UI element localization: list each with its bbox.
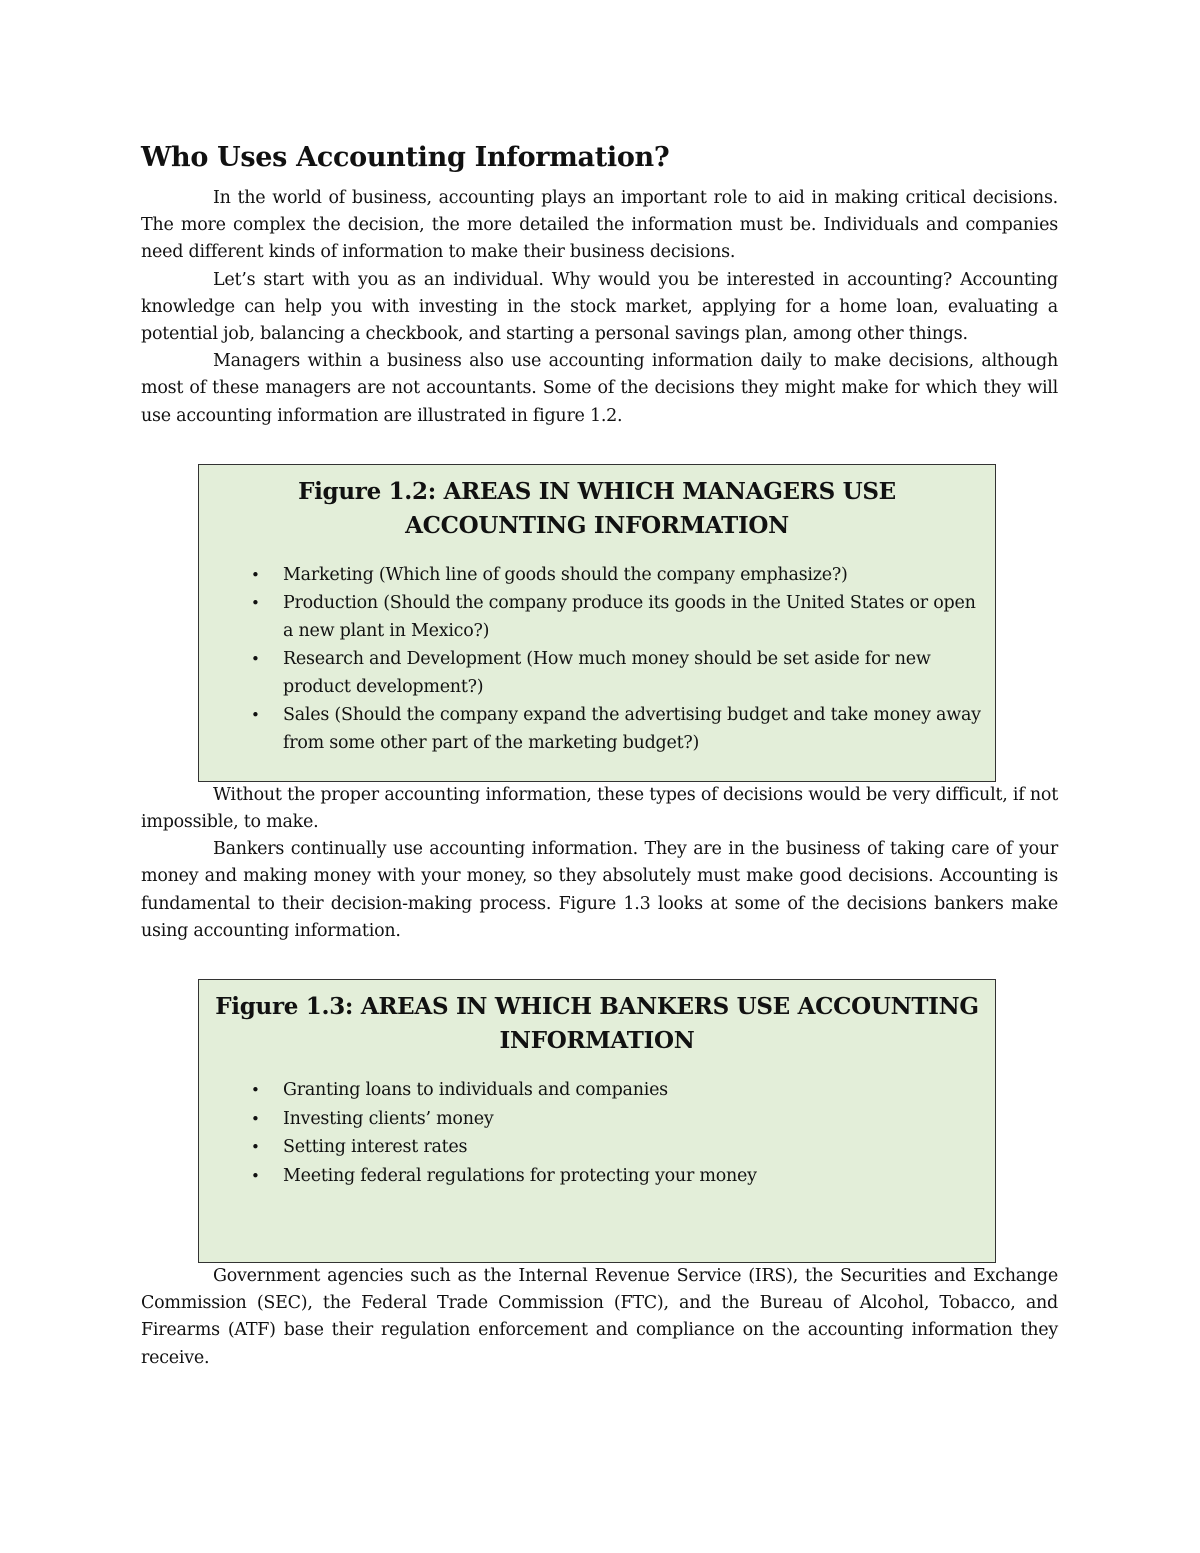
bullet-icon: • <box>251 1109 260 1128</box>
list-item-text: Sales (Should the company expand the advertising budget and take money away from some other part of the marketing budget?) <box>283 705 981 753</box>
bullet-icon: • <box>251 1081 260 1100</box>
intro-paragraph: In the world of business, accounting plays an important role to aid in making critical decisions. The more complex the decision, the more detailed the information must be. Individuals and companies need different kinds of information to make their business decisions. <box>141 188 1058 263</box>
without-info-paragraph: Without the proper accounting information, these types of decisions would be very difficult, if not impossible, to make. <box>141 784 1058 833</box>
figure-1-2-list <box>213 562 981 758</box>
list-item-text: Production (Should the company produce its goods in the United States or open a new plant in Mexico?) <box>283 593 976 641</box>
list-item-text: Investing clients’ money <box>283 1108 494 1129</box>
figure-1-3-title: Figure 1.3: AREAS IN WHICH BANKERS USE ACCOUNTING INFORMATION <box>215 993 979 1055</box>
list-item-text: Meeting federal regulations for protecting your money <box>283 1165 757 1186</box>
list-item <box>251 562 981 590</box>
bullet-icon: • <box>251 1166 260 1185</box>
government-paragraph: Government agencies such as the Internal Revenue Service (IRS), the Securities and Exchange Commission (SEC), the Federal Trade Commission (FTC), and the Bureau of Alcohol, Tobacco, and Firearms (ATF) base their regulation enforcement and compliance on the accounting information they receive. <box>141 1266 1058 1368</box>
list-item <box>251 1134 981 1162</box>
list-item-text: Marketing (Which line of goods should the company emphasize?) <box>283 564 848 585</box>
bullet-icon: • <box>251 706 260 725</box>
list-item <box>251 646 981 701</box>
bullet-icon: • <box>251 565 260 584</box>
list-item <box>251 590 981 645</box>
figure-1-3-box <box>198 979 996 1263</box>
figure-1-2-title: Figure 1.2: AREAS IN WHICH MANAGERS USE ACCOUNTING INFORMATION <box>298 477 896 539</box>
list-item <box>251 1077 981 1105</box>
bankers-paragraph: Bankers continually use accounting information. They are in the business of taking care of your money and making money with your money, so they absolutely must make good decisions. Accounting is fundamental to their decision-making process. Figure 1.3 looks at some of the decisions bankers make using accounting information. <box>141 839 1058 941</box>
bullet-icon: • <box>251 650 260 669</box>
bullet-icon: • <box>251 594 260 613</box>
individual-paragraph: Let’s start with you as an individual. Why would you be interested in accounting? Accounting knowledge can help you with investing in the stock market, applying for a home loan, evaluating a potential job, balancing a checkbook, and starting a personal savings plan, among other things. <box>141 269 1058 345</box>
section-heading: Who Uses Accounting Information? <box>141 142 670 173</box>
figure-1-2-box <box>198 464 996 782</box>
managers-paragraph: Managers within a business also use accounting information daily to make decisions, although most of these managers are not accountants. Some of the decisions they might make for which they will use accounting information are illustrated in figure 1.2. <box>141 351 1058 426</box>
list-item-text: Granting loans to individuals and companies <box>283 1080 668 1101</box>
list-item-text: Setting interest rates <box>283 1137 468 1158</box>
list-item <box>251 1163 981 1191</box>
list-item <box>251 1106 981 1134</box>
bullet-icon: • <box>251 1138 260 1157</box>
page-content <box>141 140 1058 1372</box>
figure-1-3-list <box>213 1077 981 1190</box>
list-item <box>251 702 981 757</box>
list-item-text: Research and Development (How much money should be set aside for new product development?) <box>283 649 931 697</box>
